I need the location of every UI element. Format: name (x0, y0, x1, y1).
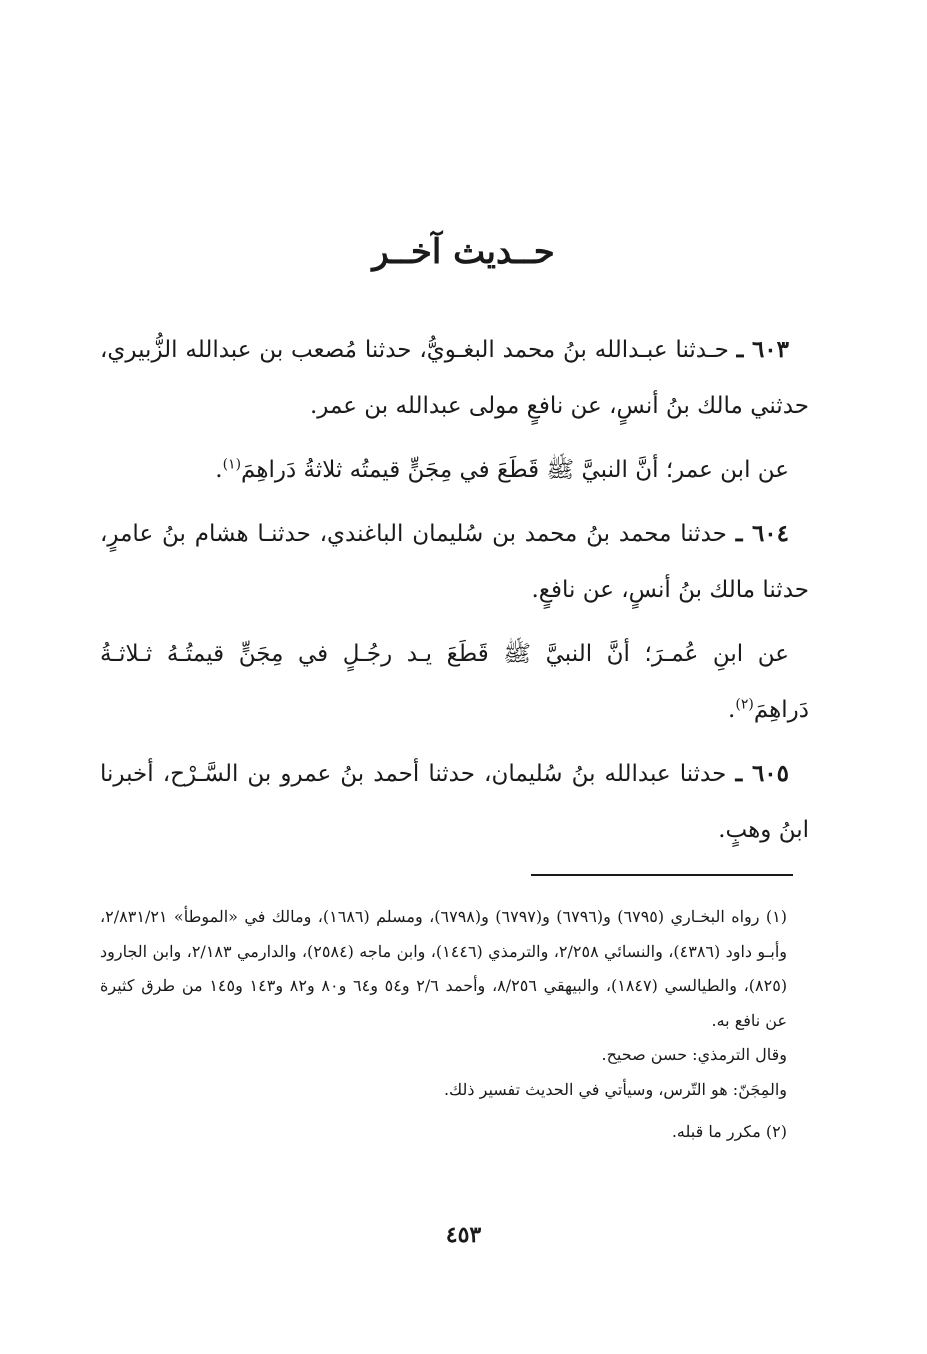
page-number: ٤٥٣ (445, 1222, 482, 1248)
hadith-603-isnad (100, 322, 809, 434)
hadith-number: ٦٠٥ ـ (735, 760, 790, 787)
hadith-text-end: . (215, 457, 223, 483)
footnotes (100, 900, 809, 1150)
hadith-604-isnad (100, 506, 809, 618)
hadith-604-matn (100, 626, 809, 738)
hadith-603-matn (100, 442, 809, 498)
footnote-separator (531, 874, 793, 876)
footnote-ref[interactable]: (٢) (735, 696, 754, 713)
footnote-ref[interactable]: (١) (222, 456, 242, 473)
hadith-text: عن ابنِ عُمـرَ؛ أنَّ النبيَّ ﷺ قَطَعَ يـد رجُـلٍ في مِجَنٍّ قيمتُـهُ ثـلاثـةُ دَراهِمَ (100, 641, 809, 723)
footnote-1-tirmidhi: وقال الترمذي: حسن صحيح. (601, 1045, 787, 1064)
footnote-2: (٢) مكرر ما قبله. (671, 1122, 787, 1141)
section-heading: حــديث آخــر (372, 232, 555, 272)
hadith-text-end: . (728, 697, 736, 723)
footnote-1-mijann: والمِجَنّ: هو التّرس، وسيأتي في الحديث تفسير ذلك. (443, 1079, 787, 1099)
hadith-605-isnad (100, 746, 809, 858)
hadith-text: حدثنا عبدالله بنُ سُليمان، حدثنا أحمد بنُ عمرو بن السَّـرْح، أخبرنا ابنُ وهبٍ. (100, 761, 809, 843)
hadith-text: حـدثنا عبـدالله بنُ محمد البغـويُّ، حدثنا مُصعب بن عبدالله الزُّبيري، حدثني مالك بنُ أنسٍ، عن نافعٍ مولى عبدالله بن عمر. (100, 337, 809, 419)
hadith-number: ٦٠٤ ـ (735, 520, 790, 547)
hadith-text: حدثنا محمد بنُ محمد بن سُليمان الباغندي، حدثنـا هشام بنُ عامرٍ، حدثنا مالك بنُ أنسٍ، عن نافعٍ. (100, 521, 809, 603)
main-text (100, 322, 809, 858)
hadith-number: ٦٠٣ ـ (736, 336, 789, 363)
footnote-1: (١) رواه البخـاري (٦٧٩٥) و(٦٧٩٦) و(٦٧٩٧) و(٦٧٩٨)، ومسلم (١٦٨٦)، ومالك في «الموطأ» ٢/٨٣١/٢١، وأبـو داود (٤٣٨٦)، والنسائي ٢/٢٥٨، والترمذي (١٤٤٦)، وابن ماجه (٢٥٨٤)، والدارمي ٢/١٨٣، وابن الجارود (٨٢٥)، والطيالسي (١٨٤٧)، والبيهقي ٨/٢٥٦، وأحمد ٢/٦ و٥٤ و٦٤ و٨٠ و٨٢ و١٤٣ و١٤٥ من طرق كثيرة عن نافع به. (100, 907, 788, 1030)
hadith-text: عن ابن عمر؛ أنَّ النبيَّ ﷺ قَطَعَ في مِجَنٍّ قيمتُه ثلاثةُ دَراهِمَ (241, 457, 789, 483)
